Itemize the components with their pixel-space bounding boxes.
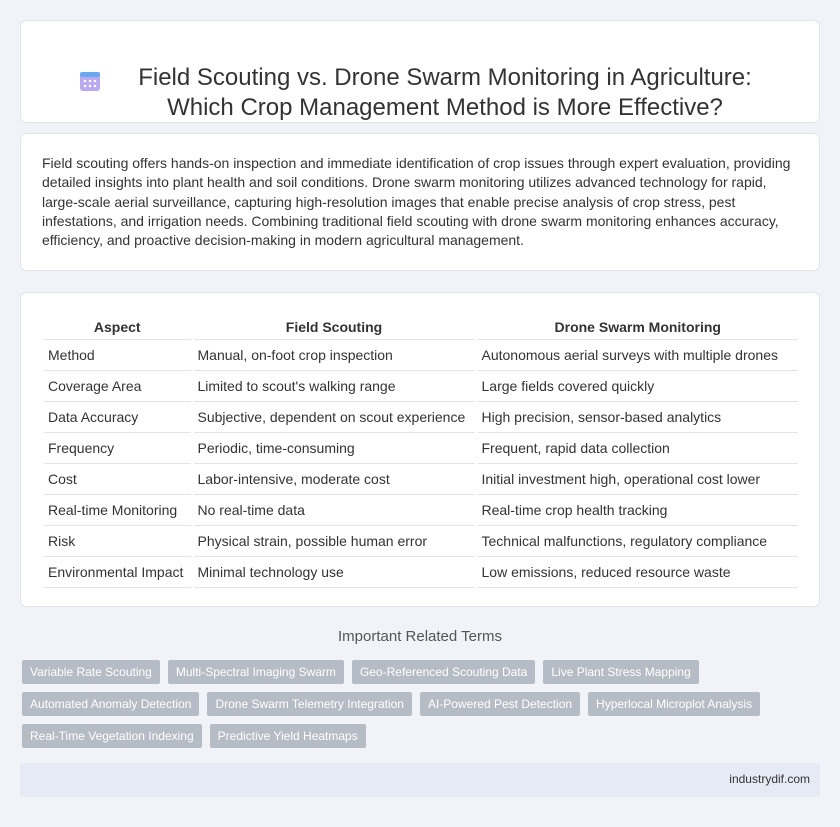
table-cell: Periodic, time-consuming <box>192 432 476 463</box>
table-row <box>44 494 798 525</box>
related-terms-heading: Important Related Terms <box>338 628 502 645</box>
table-cell: Risk <box>44 525 192 556</box>
table-cell: Real-time Monitoring <box>44 494 192 525</box>
table-row <box>44 432 798 463</box>
term-tag[interactable]: Real-Time Vegetation Indexing <box>22 724 202 748</box>
table-cell: Physical strain, possible human error <box>192 525 476 556</box>
table-cell: Labor-intensive, moderate cost <box>192 463 476 494</box>
calendar-icon <box>79 70 101 92</box>
footer-site[interactable]: industrydif.com <box>729 772 810 786</box>
table-cell: Subjective, dependent on scout experience <box>192 401 476 432</box>
term-tag[interactable]: Multi-Spectral Imaging Swarm <box>168 660 344 684</box>
footer <box>20 763 820 797</box>
table-row <box>44 370 798 401</box>
term-tag[interactable]: Geo-Referenced Scouting Data <box>352 660 535 684</box>
table-cell: Method <box>44 339 192 370</box>
table-cell: No real-time data <box>192 494 476 525</box>
table-cell: Low emissions, reduced resource waste <box>476 556 798 587</box>
table-cell: High precision, sensor-based analytics <box>476 401 798 432</box>
related-terms-list <box>22 660 802 748</box>
header-drone-swarm: Drone Swarm Monitoring <box>476 316 798 339</box>
table-row <box>44 525 798 556</box>
term-tag[interactable]: Live Plant Stress Mapping <box>543 660 698 684</box>
table-cell: Frequent, rapid data collection <box>476 432 798 463</box>
title-card <box>20 20 820 123</box>
table-cell: Coverage Area <box>44 370 192 401</box>
table-cell: Autonomous aerial surveys with multiple drones <box>476 339 798 370</box>
table-row <box>44 339 798 370</box>
page-title: Field Scouting vs. Drone Swarm Monitoring in Agriculture: Which Crop Management Method is More Effective? <box>138 64 752 121</box>
table-cell: Minimal technology use <box>192 556 476 587</box>
table-cell: Limited to scout's walking range <box>192 370 476 401</box>
term-tag[interactable]: Variable Rate Scouting <box>22 660 160 684</box>
table-cell: Cost <box>44 463 192 494</box>
table-cell: Frequency <box>44 432 192 463</box>
term-tag[interactable]: AI-Powered Pest Detection <box>420 692 580 716</box>
intro-paragraph: Field scouting offers hands-on inspection and immediate identification of crop issues through expert evaluation, providing detailed insights into plant health and soil conditions. Drone swarm monitoring utilizes advanced technology for rapid, large-scale aerial surveillance, capturing high-resolution images that enable precise analysis of crop stress, pest infestations, and irrigation needs. Combining traditional field scouting with drone swarm monitoring enhances accuracy, efficiency, and proactive decision-making in modern agricultural management. <box>42 155 791 249</box>
header-field-scouting: Field Scouting <box>192 316 476 339</box>
table-cell: Manual, on-foot crop inspection <box>192 339 476 370</box>
header-aspect: Aspect <box>44 316 192 339</box>
intro-card <box>20 133 820 271</box>
table-cell: Environmental Impact <box>44 556 192 587</box>
table-header-row <box>44 316 798 339</box>
comparison-card <box>20 292 820 607</box>
term-tag[interactable]: Automated Anomaly Detection <box>22 692 199 716</box>
term-tag[interactable]: Predictive Yield Heatmaps <box>210 724 366 748</box>
table-cell: Large fields covered quickly <box>476 370 798 401</box>
table-cell: Real-time crop health tracking <box>476 494 798 525</box>
term-tag[interactable]: Drone Swarm Telemetry Integration <box>207 692 412 716</box>
table-cell: Technical malfunctions, regulatory compliance <box>476 525 798 556</box>
table-row <box>44 401 798 432</box>
table-cell: Initial investment high, operational cost lower <box>476 463 798 494</box>
term-tag[interactable]: Hyperlocal Microplot Analysis <box>588 692 760 716</box>
table-row <box>44 463 798 494</box>
comparison-table <box>44 316 798 588</box>
table-cell: Data Accuracy <box>44 401 192 432</box>
table-row <box>44 556 798 587</box>
